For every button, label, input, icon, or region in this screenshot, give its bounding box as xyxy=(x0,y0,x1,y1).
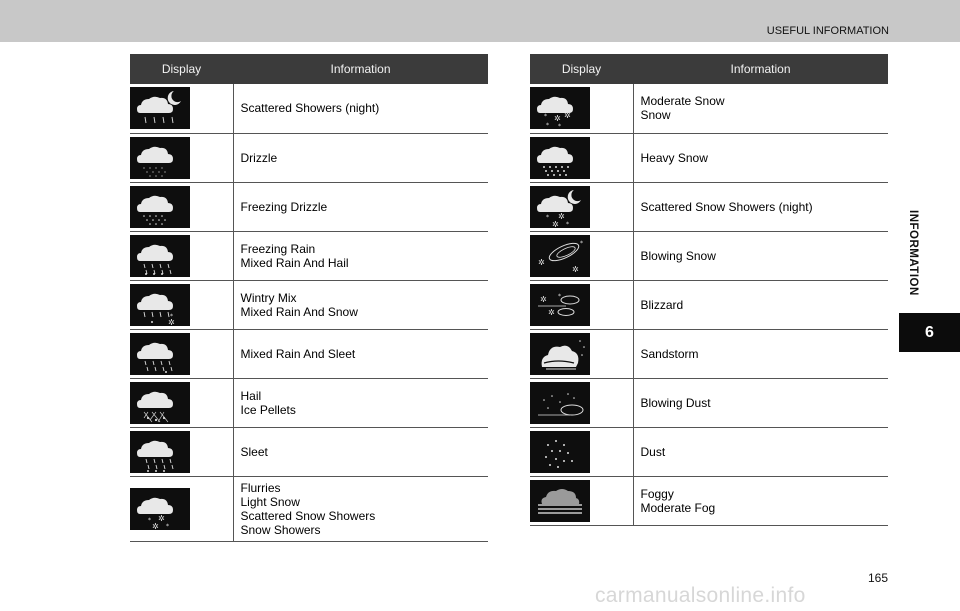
table-row xyxy=(130,378,488,427)
information-cell xyxy=(633,280,888,329)
condition-label: Ice Pellets xyxy=(240,402,296,417)
scattered-showers-night-icon xyxy=(130,87,190,129)
table-row xyxy=(530,427,888,476)
condition-label: Sandstorm xyxy=(640,346,699,361)
information-cell xyxy=(233,329,488,378)
condition-label: Blowing Snow xyxy=(640,248,716,263)
table-row xyxy=(130,476,488,541)
condition-label: Scattered Snow Showers (night) xyxy=(640,199,813,214)
information-cell xyxy=(233,84,488,133)
svg-text:✲: ✲ xyxy=(552,219,559,228)
information-cell xyxy=(233,231,488,280)
condition-label: Freezing Drizzle xyxy=(240,199,328,214)
svg-text:*: * xyxy=(170,312,173,320)
table-row xyxy=(530,231,888,280)
display-cell xyxy=(530,280,633,329)
display-cell xyxy=(530,329,633,378)
table-row xyxy=(130,84,488,133)
condition-label: Light Snow xyxy=(240,494,300,509)
condition-label: Mixed Rain And Sleet xyxy=(240,346,356,361)
display-cell xyxy=(130,280,233,329)
table-row xyxy=(130,329,488,378)
table-row xyxy=(530,182,888,231)
section-title: USEFUL INFORMATION xyxy=(766,25,889,37)
display-cell xyxy=(530,231,633,280)
information-cell xyxy=(233,133,488,182)
condition-label: Mixed Rain And Snow xyxy=(240,304,358,319)
display-cell xyxy=(530,133,633,182)
display-cell xyxy=(530,182,633,231)
information-cell xyxy=(233,378,488,427)
display-cell xyxy=(130,231,233,280)
freezing-drizzle-icon xyxy=(130,186,190,228)
svg-text:*: * xyxy=(148,516,151,524)
column-header-information: Information xyxy=(633,54,888,84)
condition-label: Drizzle xyxy=(240,150,278,165)
condition-label: Wintry Mix xyxy=(240,290,297,305)
svg-text:✲: ✲ xyxy=(548,307,555,317)
condition-label: Heavy Snow xyxy=(640,150,708,165)
information-cell xyxy=(633,84,888,133)
svg-text:*: * xyxy=(546,122,549,130)
svg-text:*: * xyxy=(558,123,561,130)
svg-text:*: * xyxy=(566,220,569,228)
condition-label: Blizzard xyxy=(640,297,684,312)
table-row xyxy=(130,280,488,329)
svg-text:*: * xyxy=(546,213,549,221)
heavy-snow-icon xyxy=(530,137,590,179)
flurries-icon xyxy=(130,488,190,530)
condition-label: Moderate Snow xyxy=(640,94,725,109)
svg-text:✲: ✲ xyxy=(564,111,571,121)
display-cell xyxy=(130,378,233,427)
svg-text:*: * xyxy=(544,113,547,121)
condition-label: Dust xyxy=(640,444,666,459)
watermark: carmanualsonline.info xyxy=(595,584,806,607)
column-header-display: Display xyxy=(130,54,233,84)
svg-text:✲: ✲ xyxy=(572,264,579,274)
information-cell xyxy=(633,427,888,476)
display-cell xyxy=(130,182,233,231)
condition-label: Snow Showers xyxy=(240,522,321,537)
condition-label: Hail xyxy=(240,388,262,403)
scattered-snow-night-icon xyxy=(530,186,590,228)
column-header-information: Information xyxy=(233,54,488,84)
display-cell xyxy=(130,427,233,476)
condition-label: Flurries xyxy=(240,480,281,495)
information-cell xyxy=(633,476,888,525)
display-cell xyxy=(530,476,633,525)
svg-text:✲: ✲ xyxy=(152,521,159,530)
condition-label: Mixed Rain And Hail xyxy=(240,255,349,270)
display-cell xyxy=(130,329,233,378)
table-row xyxy=(130,182,488,231)
table-row xyxy=(530,329,888,378)
svg-text:✲: ✲ xyxy=(558,211,565,221)
svg-text:✲: ✲ xyxy=(158,513,165,523)
condition-label: Snow xyxy=(640,108,671,123)
blowing-dust-icon xyxy=(530,382,590,424)
page-number: 165 xyxy=(868,571,889,585)
table-row xyxy=(530,84,888,133)
information-cell xyxy=(233,280,488,329)
blowing-snow-icon xyxy=(530,235,590,277)
svg-text:*: * xyxy=(580,239,583,247)
sleet-icon xyxy=(130,431,190,473)
blizzard-icon xyxy=(530,284,590,326)
svg-text:*: * xyxy=(558,292,561,300)
svg-text:✲: ✲ xyxy=(538,257,545,267)
rain-sleet-icon xyxy=(130,333,190,375)
svg-text:✲: ✲ xyxy=(540,294,547,304)
condition-label: Scattered Snow Showers xyxy=(240,508,376,523)
drizzle-icon xyxy=(130,137,190,179)
dust-icon xyxy=(530,431,590,473)
moderate-snow-icon xyxy=(530,87,590,129)
display-cell xyxy=(530,427,633,476)
svg-text:✲: ✲ xyxy=(554,114,561,124)
information-cell xyxy=(633,378,888,427)
table-row xyxy=(530,476,888,525)
weather-icons-table-left xyxy=(130,54,488,542)
table-row xyxy=(530,133,888,182)
table-row xyxy=(130,133,488,182)
hail-icon xyxy=(130,382,190,424)
display-cell xyxy=(130,84,233,133)
information-cell xyxy=(233,182,488,231)
display-cell xyxy=(530,378,633,427)
information-cell xyxy=(233,427,488,476)
weather-icons-table-right xyxy=(530,54,888,526)
condition-label: Blowing Dust xyxy=(640,395,711,410)
column-header-display: Display xyxy=(530,54,633,84)
table-row xyxy=(530,378,888,427)
table-row xyxy=(130,231,488,280)
condition-label: Sleet xyxy=(240,444,268,459)
display-cell xyxy=(530,84,633,133)
display-cell xyxy=(130,476,233,541)
sandstorm-icon xyxy=(530,333,590,375)
information-cell xyxy=(633,231,888,280)
wintry-mix-icon xyxy=(130,284,190,326)
chapter-number: 6 xyxy=(899,313,960,352)
condition-label: Scattered Showers (night) xyxy=(240,101,380,116)
foggy-icon xyxy=(530,480,590,522)
svg-text:✲: ✲ xyxy=(168,317,175,326)
table-row xyxy=(530,280,888,329)
condition-label: Foggy xyxy=(640,486,674,501)
information-cell xyxy=(633,133,888,182)
information-cell xyxy=(233,476,488,541)
information-cell xyxy=(633,182,888,231)
side-tab-label: INFORMATION xyxy=(907,210,919,296)
information-cell xyxy=(633,329,888,378)
condition-label: Freezing Rain xyxy=(240,241,316,256)
table-row xyxy=(130,427,488,476)
display-cell xyxy=(130,133,233,182)
svg-text:*: * xyxy=(166,522,169,530)
freezing-rain-icon xyxy=(130,235,190,277)
condition-label: Moderate Fog xyxy=(640,500,716,515)
